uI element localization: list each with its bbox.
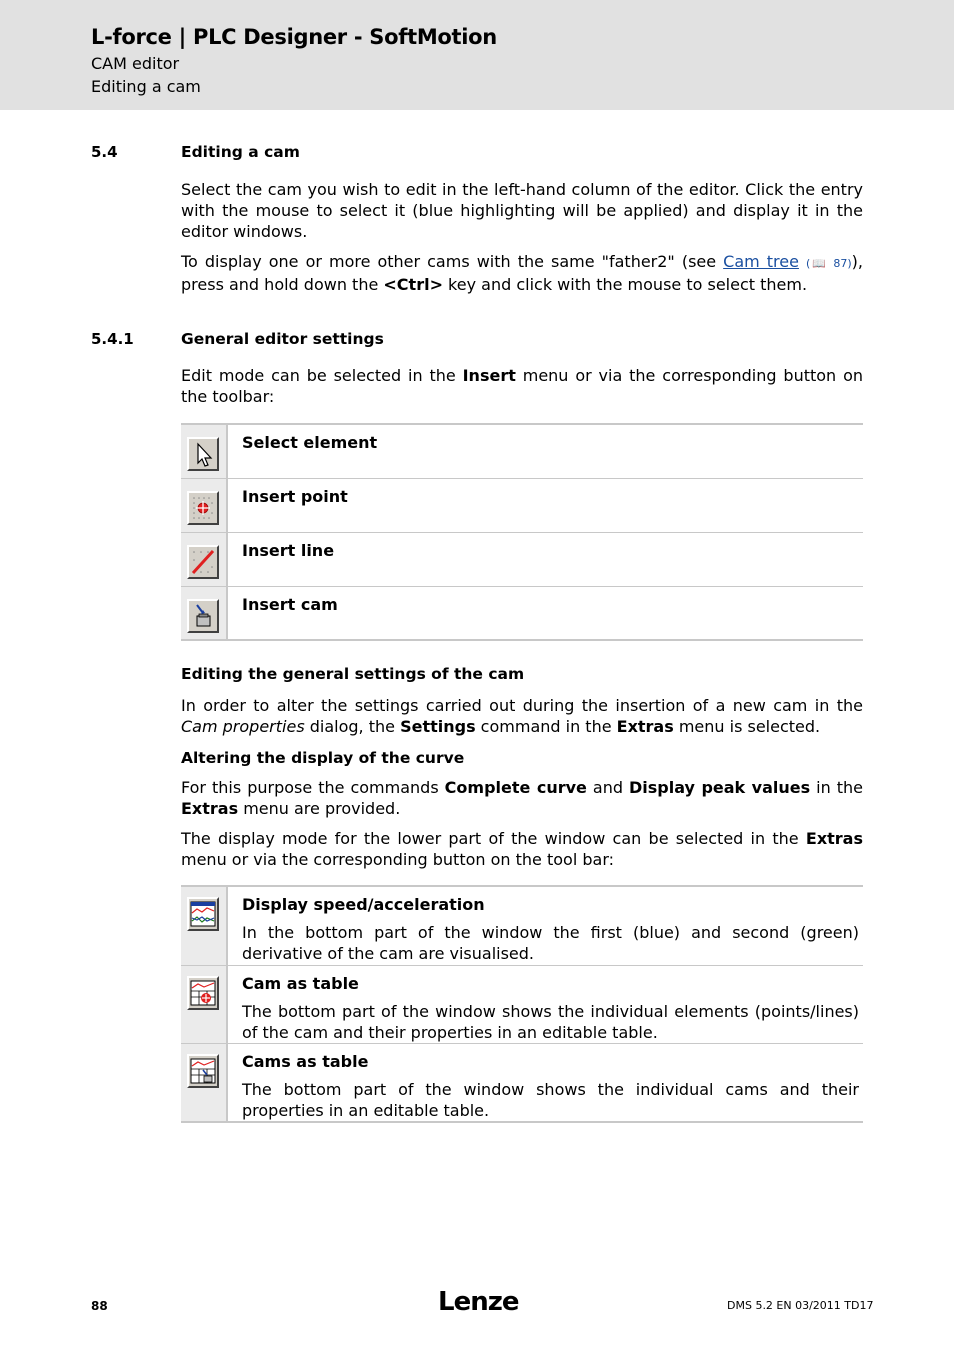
- display-mode-table: [181, 885, 863, 1123]
- cam-table-desc: The bottom part of the window shows the individual elements (points/lines) of the cam and their properties in an editable table.: [242, 1001, 859, 1042]
- section-subtitle: Editing a cam: [91, 77, 201, 96]
- icon-cell: [181, 1043, 227, 1122]
- table-row: [181, 965, 863, 1043]
- cam-table-label: Cam as table: [242, 973, 359, 993]
- edit-mode-table: [181, 423, 863, 641]
- icon-cell: [181, 424, 227, 478]
- section-paragraph-2: [181, 251, 863, 295]
- para-text: In order to alter the settings carried out during the insertion of a new cam in the: [181, 696, 863, 715]
- icon-cell: [181, 886, 227, 965]
- cam-table-icon: [187, 976, 219, 1010]
- extras-menu-ref: Extras: [181, 799, 239, 818]
- icon-cell: [181, 586, 227, 640]
- para-text: The display mode for the lower part of the window can be selected in the: [181, 829, 806, 848]
- section-title: Editing a cam: [181, 143, 300, 161]
- insert-cam-label: Insert cam: [242, 594, 338, 614]
- page-number: 88: [91, 1299, 108, 1313]
- speed-acceleration-desc: In the bottom part of the window the first (blue) and second (green) derivative of the cam are visualised.: [242, 923, 859, 963]
- insert-line-label: Insert line: [242, 540, 335, 560]
- subsection-number: 5.4.1: [91, 330, 134, 348]
- para-text: menu are provided.: [238, 799, 401, 818]
- insert-line-icon: [187, 545, 219, 579]
- document-reference: DMS 5.2 EN 03/2011 TD17: [727, 1299, 874, 1312]
- complete-curve-ref: Complete curve: [444, 778, 587, 797]
- para-text: To display one or more other cams with the same "father2" (see: [181, 252, 724, 271]
- para-text: menu is selected.: [673, 717, 821, 736]
- insert-point-label: Insert point: [242, 486, 348, 506]
- para-text: menu or via the corresponding button on the toolbar:: [181, 366, 863, 406]
- extras-menu-ref: Extras: [805, 829, 863, 848]
- extras-menu-ref: Extras: [616, 717, 674, 736]
- table-row: [181, 424, 863, 478]
- icon-cell: [181, 965, 227, 1043]
- select-element-label: Select element: [242, 433, 378, 452]
- insert-point-icon: [187, 491, 219, 525]
- cam-properties-ref: Cam properties: [181, 717, 305, 736]
- peak-values-ref: Display peak values: [629, 778, 811, 797]
- para-text: in the: [810, 778, 864, 797]
- insert-menu-ref: Insert: [462, 366, 516, 385]
- insert-cam-icon: [187, 599, 219, 633]
- chapter-subtitle: CAM editor: [91, 54, 180, 73]
- cams-table-icon: [187, 1054, 219, 1088]
- cams-table-label: Cams as table: [242, 1051, 369, 1071]
- text-cell: [227, 424, 863, 478]
- table-row: [181, 886, 863, 965]
- text-cell: [227, 1043, 863, 1122]
- text-cell: [227, 965, 863, 1043]
- para-text: Edit mode can be selected in the: [181, 366, 463, 385]
- para-text: dialog, the: [304, 717, 401, 736]
- ctrl-key: <Ctrl>: [383, 275, 443, 294]
- text-cell: [227, 886, 863, 965]
- para-text: menu or via the corresponding button on the tool bar:: [181, 850, 615, 869]
- display-curve-paragraph-1: [181, 777, 863, 819]
- para-text: key and click with the mouse to select them.: [442, 275, 808, 294]
- para-text: ), press and hold down the: [181, 252, 863, 294]
- para-text: For this purpose the commands: [181, 778, 445, 797]
- page-header: [0, 0, 954, 110]
- text-cell: [227, 586, 863, 640]
- cursor-arrow-icon: [187, 437, 219, 471]
- display-curve-heading: Altering the display of the curve: [181, 749, 465, 767]
- table-row: [181, 478, 863, 532]
- settings-command-ref: Settings: [400, 717, 476, 736]
- general-settings-paragraph: [181, 695, 863, 737]
- table-row: [181, 586, 863, 640]
- text-cell: [227, 478, 863, 532]
- cam-tree-link[interactable]: Cam tree: [723, 252, 799, 271]
- section-paragraph-1: Select the cam you wish to edit in the left-hand column of the editor. Click the entry with the mouse to select it (blue highlighting will be applied) and display it in the editor windows.: [181, 180, 863, 241]
- para-text: command in the: [475, 717, 617, 736]
- icon-cell: [181, 478, 227, 532]
- subsection-title: General editor settings: [181, 330, 384, 348]
- general-settings-heading: Editing the general settings of the cam: [181, 665, 525, 683]
- document-title: L-force | PLC Designer - SoftMotion: [91, 25, 497, 49]
- lenze-logo: Lenze: [438, 1287, 519, 1317]
- display-curve-paragraph-2: [181, 828, 863, 870]
- table-row: [181, 532, 863, 586]
- text-cell: [227, 532, 863, 586]
- table-row: [181, 1043, 863, 1122]
- page-reference[interactable]: (📖 87): [806, 257, 852, 270]
- icon-cell: [181, 532, 227, 586]
- speed-acceleration-label: Display speed/acceleration: [242, 895, 485, 914]
- para-text: and: [586, 778, 629, 797]
- subsection-paragraph: [181, 365, 863, 407]
- cams-table-desc: The bottom part of the window shows the individual cams and their properties in an editable table.: [242, 1079, 859, 1120]
- speed-acceleration-icon: [187, 897, 219, 931]
- section-number: 5.4: [91, 143, 118, 161]
